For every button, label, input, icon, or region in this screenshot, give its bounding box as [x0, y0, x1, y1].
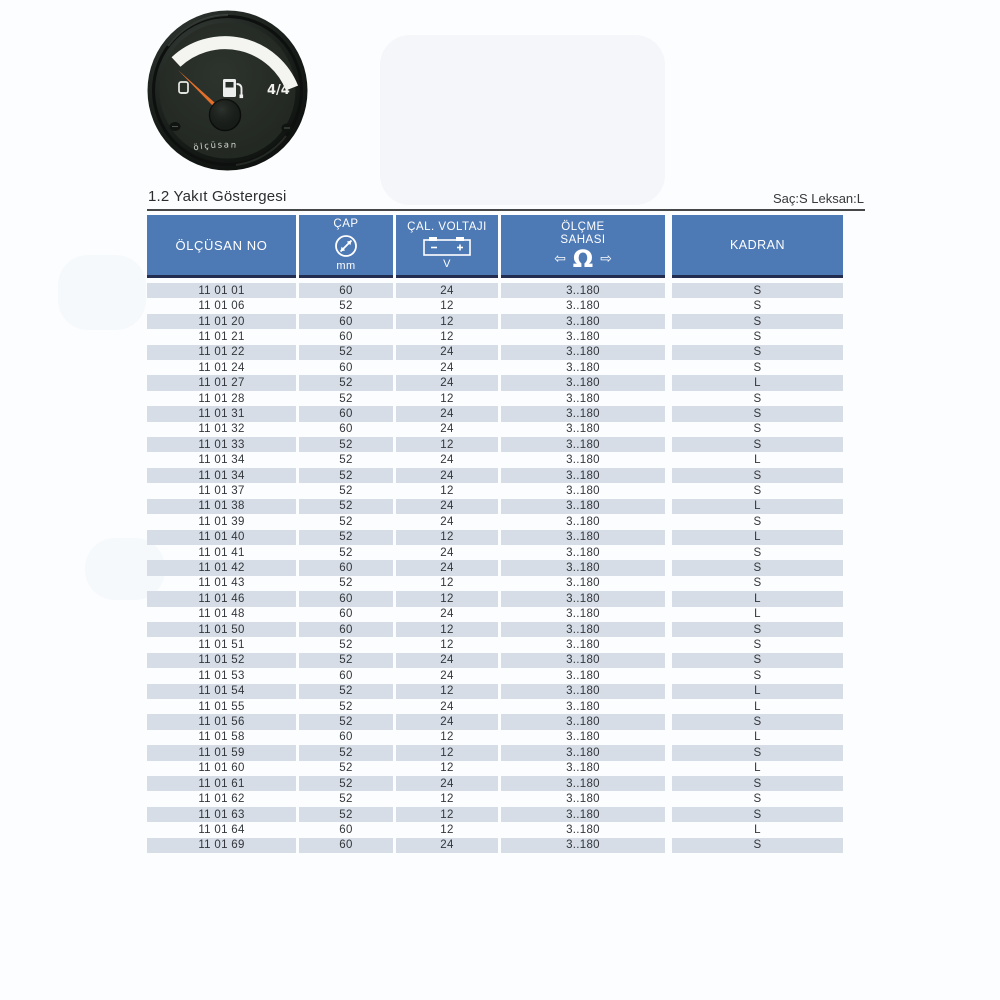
cell-cal_voltaji_v: 12: [396, 591, 498, 606]
cell-olcusan_no: 11 01 41: [198, 546, 245, 559]
table-row: [147, 514, 843, 529]
cell-olcme_sahasi: 3..180: [566, 546, 600, 559]
cell-cap_mm: 52: [339, 392, 353, 405]
cell-cap_mm: 60: [299, 622, 393, 637]
cell-cal_voltaji_v: 24: [396, 653, 498, 668]
table-row: [147, 314, 843, 329]
cell-olcme_sahasi: 3..180: [501, 375, 665, 390]
cell-olcusan_no: 11 01 61: [147, 776, 296, 791]
page-title: 1.2 Yakıt Göstergesi: [148, 188, 287, 205]
cell-cap_mm: 52: [339, 793, 353, 806]
cell-kadran: S: [672, 437, 843, 452]
cell-kadran: S: [672, 468, 843, 483]
column-header-kadran: KADRAN: [672, 215, 843, 278]
cell-kadran: S: [753, 515, 762, 528]
cell-olcme_sahasi: 3..180: [566, 330, 600, 343]
cell-cal_voltaji_v: 12: [440, 330, 454, 343]
cell-cap_mm: 52: [339, 484, 353, 497]
cell-olcusan_no: 11 01 53: [198, 669, 245, 682]
cell-cal_voltaji_v: 12: [396, 807, 498, 822]
cell-cap_mm: 60: [299, 838, 393, 853]
cell-olcusan_no: 11 01 50: [147, 622, 296, 637]
cell-cal_voltaji_v: 12: [440, 762, 454, 775]
cell-kadran: L: [754, 700, 761, 713]
table-header: [147, 215, 843, 278]
table-row: [147, 576, 843, 591]
cell-cap_mm: 52: [339, 639, 353, 652]
cell-cap_mm: 52: [339, 700, 353, 713]
cell-cal_voltaji_v: 12: [440, 484, 454, 497]
cell-cal_voltaji_v: 24: [396, 714, 498, 729]
cell-kadran: L: [754, 731, 761, 744]
fuel-gauge-svg: [146, 6, 310, 174]
cell-olcusan_no: 11 01 48: [198, 608, 245, 621]
cell-cal_voltaji_v: 24: [440, 423, 454, 436]
table-row: [147, 298, 843, 313]
table-row: [147, 530, 843, 545]
cell-olcme_sahasi: 3..180: [501, 314, 665, 329]
cell-kadran: S: [753, 361, 762, 374]
table-row: [147, 607, 843, 622]
cell-kadran: L: [672, 530, 843, 545]
cell-cap_mm: 60: [299, 406, 393, 421]
cell-olcme_sahasi: 3..180: [566, 392, 600, 405]
cell-olcme_sahasi: 3..180: [566, 669, 600, 682]
table-row: [147, 653, 843, 668]
table-row: [147, 499, 843, 514]
cell-olcusan_no: 11 01 42: [147, 560, 296, 575]
table-row: [147, 761, 843, 776]
cell-olcme_sahasi: 3..180: [501, 560, 665, 575]
cell-cap_mm: 52: [299, 499, 393, 514]
cell-cal_voltaji_v: 24: [396, 776, 498, 791]
cell-cap_mm: 52: [339, 546, 353, 559]
cell-cap_mm: 52: [339, 454, 353, 467]
cell-kadran: L: [672, 591, 843, 606]
cell-cap_mm: 60: [339, 423, 353, 436]
cell-cal_voltaji_v: 12: [440, 392, 454, 405]
cell-cal_voltaji_v: 24: [396, 468, 498, 483]
cell-olcusan_no: 11 01 20: [147, 314, 296, 329]
cell-olcusan_no: 11 01 01: [147, 283, 296, 298]
table-row: [147, 452, 843, 467]
cell-olcusan_no: 11 01 38: [147, 499, 296, 514]
cell-olcusan_no: 11 01 21: [198, 330, 245, 343]
table-row: [147, 714, 843, 729]
cell-cap_mm: 52: [299, 345, 393, 360]
cell-kadran: S: [672, 838, 843, 853]
cell-olcme_sahasi: 3..180: [501, 838, 665, 853]
cell-olcusan_no: 11 01 43: [198, 577, 245, 590]
table-row: [147, 730, 843, 745]
cell-olcme_sahasi: 3..180: [566, 300, 600, 313]
cell-olcme_sahasi: 3..180: [501, 745, 665, 760]
gauge-full-label: 4/4: [267, 83, 290, 98]
cell-olcusan_no: 11 01 59: [147, 745, 296, 760]
cell-kadran: S: [753, 577, 762, 590]
table-row: [147, 468, 843, 483]
cell-olcme_sahasi: 3..180: [501, 437, 665, 452]
cell-cap_mm: 52: [299, 375, 393, 390]
cell-olcusan_no: 11 01 31: [147, 406, 296, 421]
table-row: [147, 422, 843, 437]
table-row: [147, 483, 843, 498]
cell-olcme_sahasi: 3..180: [501, 653, 665, 668]
cell-olcusan_no: 11 01 28: [198, 392, 245, 405]
cell-olcusan_no: 11 01 52: [147, 653, 296, 668]
table-row: [147, 437, 843, 452]
cell-olcme_sahasi: 3..180: [501, 468, 665, 483]
cell-kadran: S: [753, 484, 762, 497]
cell-cap_mm: 52: [299, 653, 393, 668]
cell-kadran: S: [753, 669, 762, 682]
cell-cal_voltaji_v: 24: [396, 375, 498, 390]
cell-kadran: S: [672, 283, 843, 298]
cell-olcme_sahasi: 3..180: [566, 423, 600, 436]
cell-kadran: S: [753, 639, 762, 652]
cell-cal_voltaji_v: 24: [440, 454, 454, 467]
cell-olcusan_no: 11 01 27: [147, 375, 296, 390]
cell-olcme_sahasi: 3..180: [566, 515, 600, 528]
table-row: [147, 745, 843, 760]
cell-olcme_sahasi: 3..180: [566, 762, 600, 775]
column-header-olcusan-no: ÖLÇÜSAN NO: [147, 215, 296, 278]
title-rule: [147, 209, 865, 211]
cell-kadran: S: [672, 807, 843, 822]
cell-cal_voltaji_v: 24: [440, 608, 454, 621]
cell-cap_mm: 52: [299, 437, 393, 452]
cell-kadran: S: [753, 423, 762, 436]
cell-olcusan_no: 11 01 51: [198, 639, 245, 652]
cell-kadran: S: [672, 406, 843, 421]
cell-cal_voltaji_v: 12: [396, 530, 498, 545]
cell-cap_mm: 52: [339, 577, 353, 590]
cell-olcusan_no: 11 01 39: [198, 515, 245, 528]
cell-kadran: L: [754, 762, 761, 775]
omega-symbol: Ω: [572, 244, 594, 273]
cell-olcusan_no: 11 01 56: [147, 714, 296, 729]
cell-olcme_sahasi: 3..180: [566, 484, 600, 497]
cell-cap_mm: 60: [339, 608, 353, 621]
screw-icon: [170, 122, 181, 131]
cell-cap_mm: 60: [339, 669, 353, 682]
cell-kadran: S: [753, 392, 762, 405]
material-note: Saç:S Leksan:L: [772, 191, 864, 206]
table-row: [147, 391, 843, 406]
cell-cap_mm: 52: [339, 515, 353, 528]
cell-cal_voltaji_v: 24: [396, 560, 498, 575]
fuel-gauge-image: [146, 6, 310, 174]
cell-cal_voltaji_v: 12: [440, 300, 454, 313]
cell-cal_voltaji_v: 12: [440, 793, 454, 806]
cell-cal_voltaji_v: 12: [440, 823, 454, 836]
cell-kadran: S: [672, 776, 843, 791]
cell-cal_voltaji_v: 12: [440, 639, 454, 652]
cell-cal_voltaji_v: 24: [440, 669, 454, 682]
cell-kadran: S: [672, 622, 843, 637]
cell-kadran: S: [753, 330, 762, 343]
cell-olcme_sahasi: 3..180: [566, 793, 600, 806]
table-row: [147, 807, 843, 822]
cell-cap_mm: 60: [339, 361, 353, 374]
cell-cap_mm: 60: [339, 731, 353, 744]
cell-olcme_sahasi: 3..180: [501, 499, 665, 514]
cell-cal_voltaji_v: 12: [440, 577, 454, 590]
table-row: [147, 345, 843, 360]
cell-kadran: S: [672, 345, 843, 360]
cell-olcusan_no: 11 01 24: [198, 361, 245, 374]
cell-olcme_sahasi: 3..180: [501, 345, 665, 360]
cell-olcme_sahasi: 3..180: [566, 731, 600, 744]
cell-olcme_sahasi: 3..180: [501, 714, 665, 729]
cell-olcusan_no: 11 01 60: [198, 762, 245, 775]
table-row: [147, 699, 843, 714]
cell-kadran: L: [672, 499, 843, 514]
cell-cap_mm: 52: [299, 468, 393, 483]
column-header-olcme-sahasi: ÖLÇME SAHASI ⇦ Ω ⇨: [501, 215, 665, 278]
cell-cal_voltaji_v: 24: [396, 283, 498, 298]
cell-cal_voltaji_v: 24: [440, 361, 454, 374]
cell-kadran: L: [754, 608, 761, 621]
cell-olcme_sahasi: 3..180: [501, 807, 665, 822]
cell-cal_voltaji_v: 24: [440, 546, 454, 559]
scan-artifact: [380, 35, 665, 205]
cell-olcme_sahasi: 3..180: [501, 283, 665, 298]
cell-olcme_sahasi: 3..180: [501, 530, 665, 545]
table-row: [147, 838, 843, 853]
cell-olcusan_no: 11 01 33: [147, 437, 296, 452]
cell-olcme_sahasi: 3..180: [501, 591, 665, 606]
cell-olcme_sahasi: 3..180: [501, 622, 665, 637]
cell-olcme_sahasi: 3..180: [566, 577, 600, 590]
diameter-icon: [332, 233, 360, 259]
scan-artifact: [58, 255, 146, 330]
battery-icon: [422, 236, 472, 257]
cell-cal_voltaji_v: 24: [396, 499, 498, 514]
cell-olcusan_no: 11 01 06: [198, 300, 245, 313]
cell-cal_voltaji_v: 12: [396, 437, 498, 452]
cell-olcusan_no: 11 01 54: [147, 684, 296, 699]
cell-kadran: S: [753, 546, 762, 559]
cell-cal_voltaji_v: 24: [396, 406, 498, 421]
cell-cal_voltaji_v: 12: [396, 622, 498, 637]
table-row: [147, 375, 843, 390]
cell-olcusan_no: 11 01 63: [147, 807, 296, 822]
cell-olcme_sahasi: 3..180: [566, 700, 600, 713]
cell-cal_voltaji_v: 24: [396, 838, 498, 853]
cell-olcme_sahasi: 3..180: [566, 608, 600, 621]
cell-olcusan_no: 11 01 64: [198, 823, 245, 836]
cell-olcusan_no: 11 01 46: [147, 591, 296, 606]
cell-cap_mm: 60: [299, 560, 393, 575]
cell-kadran: S: [672, 745, 843, 760]
cell-olcme_sahasi: 3..180: [566, 361, 600, 374]
cell-cal_voltaji_v: 24: [440, 700, 454, 713]
table-row: [147, 545, 843, 560]
cell-cap_mm: 60: [299, 591, 393, 606]
cell-kadran: S: [672, 560, 843, 575]
cell-olcusan_no: 11 01 34: [147, 468, 296, 483]
cell-cal_voltaji_v: 12: [440, 731, 454, 744]
left-arrow-icon: ⇦: [554, 250, 566, 267]
column-header-cap: ÇAP mm: [299, 215, 393, 278]
cell-olcusan_no: 11 01 69: [147, 838, 296, 853]
gauge-brand-text: ölçüsan: [192, 140, 238, 154]
cell-cap_mm: 52: [339, 762, 353, 775]
cell-kadran: S: [753, 300, 762, 313]
cell-olcme_sahasi: 3..180: [566, 639, 600, 652]
cell-kadran: L: [672, 375, 843, 390]
table-body: [147, 283, 843, 853]
cell-olcme_sahasi: 3..180: [501, 406, 665, 421]
cell-cap_mm: 60: [299, 283, 393, 298]
cell-olcusan_no: 11 01 37: [198, 484, 245, 497]
table-row: [147, 406, 843, 421]
table-row: [147, 591, 843, 606]
table-row: [147, 637, 843, 652]
cell-cap_mm: 52: [299, 745, 393, 760]
cell-cap_mm: 52: [299, 530, 393, 545]
right-arrow-icon: ⇨: [600, 250, 612, 267]
cell-cap_mm: 52: [299, 684, 393, 699]
cell-olcusan_no: 11 01 62: [198, 793, 245, 806]
cell-olcusan_no: 11 01 40: [147, 530, 296, 545]
column-header-cal-voltaji: ÇAL. VOLTAJI V: [396, 215, 498, 278]
cell-kadran: S: [672, 314, 843, 329]
table-row: [147, 560, 843, 575]
cell-kadran: S: [672, 653, 843, 668]
cell-olcusan_no: 11 01 34: [198, 454, 245, 467]
cell-kadran: L: [754, 454, 761, 467]
cell-cal_voltaji_v: 24: [396, 345, 498, 360]
table-row: [147, 360, 843, 375]
cell-kadran: L: [754, 823, 761, 836]
cell-cal_voltaji_v: 12: [396, 684, 498, 699]
cell-cap_mm: 52: [339, 300, 353, 313]
cell-olcusan_no: 11 01 32: [198, 423, 245, 436]
cell-cap_mm: 60: [339, 330, 353, 343]
cell-olcme_sahasi: 3..180: [501, 684, 665, 699]
cell-cal_voltaji_v: 12: [396, 745, 498, 760]
cell-olcme_sahasi: 3..180: [501, 776, 665, 791]
table-row: [147, 668, 843, 683]
cell-cal_voltaji_v: 24: [440, 515, 454, 528]
table-row: [147, 622, 843, 637]
cell-kadran: L: [672, 684, 843, 699]
table-row: [147, 283, 843, 298]
cell-cal_voltaji_v: 12: [396, 314, 498, 329]
cell-cap_mm: 60: [339, 823, 353, 836]
cell-olcme_sahasi: 3..180: [566, 454, 600, 467]
table-row: [147, 822, 843, 837]
cell-olcusan_no: 11 01 58: [198, 731, 245, 744]
cell-cap_mm: 52: [299, 807, 393, 822]
table-row: [147, 329, 843, 344]
cell-olcme_sahasi: 3..180: [566, 823, 600, 836]
cell-kadran: S: [753, 793, 762, 806]
table-row: [147, 684, 843, 699]
table-row: [147, 776, 843, 791]
cell-olcusan_no: 11 01 22: [147, 345, 296, 360]
screw-icon: [282, 124, 293, 133]
cell-cap_mm: 52: [299, 714, 393, 729]
cell-cap_mm: 60: [299, 314, 393, 329]
cell-cap_mm: 52: [299, 776, 393, 791]
cell-kadran: S: [672, 714, 843, 729]
table-row: [147, 791, 843, 806]
cell-olcusan_no: 11 01 55: [198, 700, 245, 713]
